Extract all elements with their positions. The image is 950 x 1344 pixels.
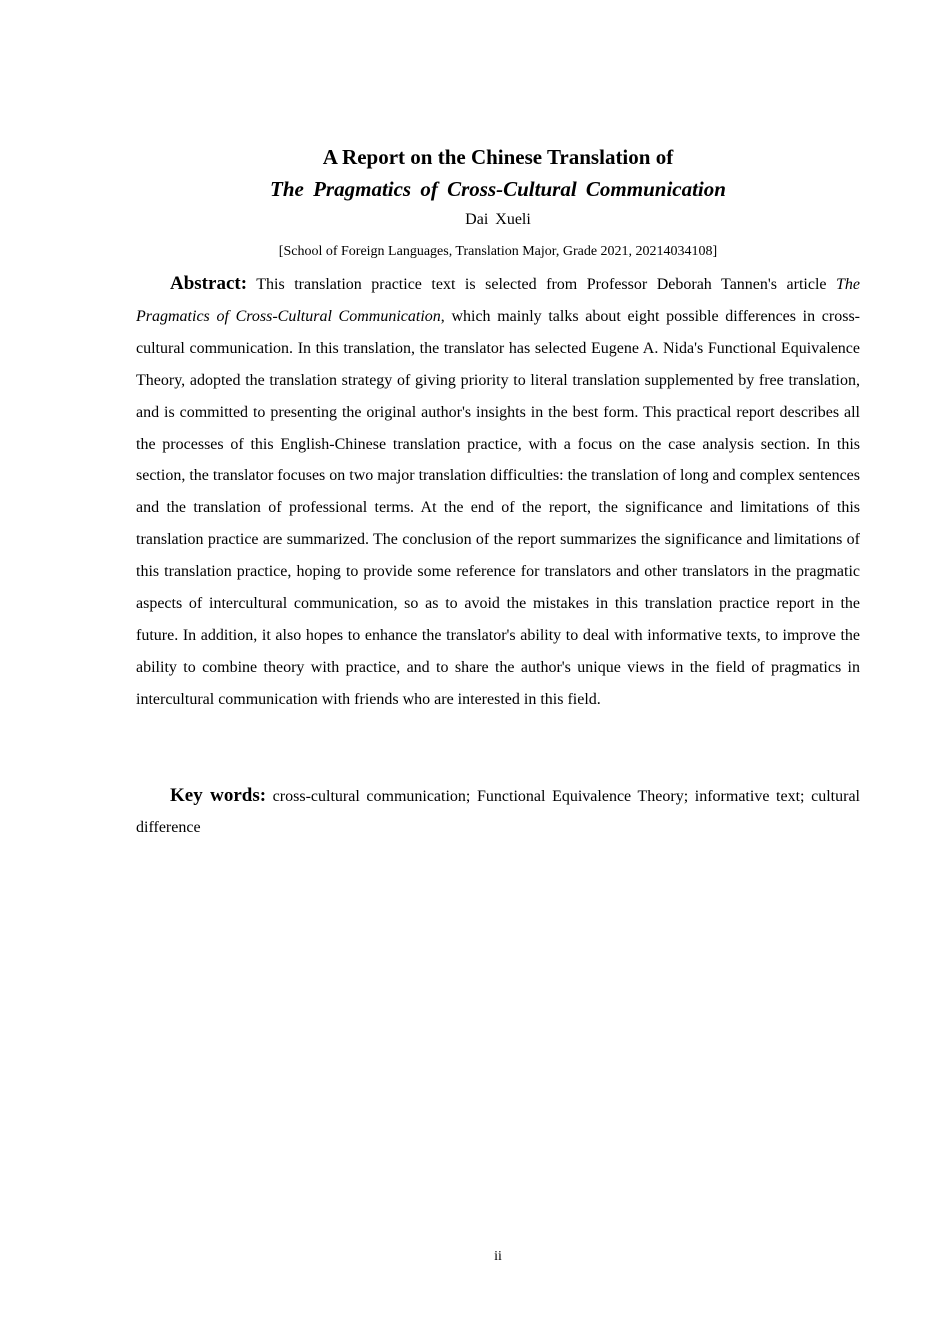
keywords-paragraph <box>136 780 860 843</box>
abstract-text-after: , which mainly talks about eight possible differences in cross-cultural communication. In this translation, the translator has selected Eugene A. Nida's Functional Equivalence Theory, adopted the translation strategy of giving priority to literal translation supplemented by free translation, and is committed to presenting the original author's insights in the best form. This practical report describes all the processes of this English-Chinese translation practice, with a focus on the case analysis section. In this section, the translator focuses on two major translation difficulties: the translation of long and complex sentences and the translation of professional terms. At the end of the report, the significance and limitations of this translation practice are summarized. The conclusion of the report summarizes the significance and limitations of this translation practice, hoping to provide some reference for translators and other translators in the pragmatic aspects of intercultural communication, so as to avoid the mistakes in this translation practice report in the future. In addition, it also hopes to enhance the translator's ability to deal with informative texts, to improve the ability to combine theory with practice, and to share the author's unique views in the field of pragmatics in intercultural communication with friends who are interested in this field. <box>136 307 860 708</box>
abstract-paragraph <box>136 268 860 716</box>
abstract-text-before: This translation practice text is selected from Professor Deborah Tannen's article <box>247 276 836 293</box>
abstract-label: Abstract: <box>170 273 248 294</box>
keywords-text: cross-cultural communication; Functional Equivalence Theory; informative text; cultural difference <box>136 788 860 836</box>
keywords-label: Key words: <box>170 785 267 806</box>
abstract-article-title: The Pragmatics of Cross-Cultural Communication <box>136 276 860 325</box>
page-number: ii <box>494 1249 502 1264</box>
author-name: Dai Xueli <box>465 211 531 228</box>
document-page <box>136 0 860 1344</box>
report-subtitle: The Pragmatics of Cross-Cultural Communication <box>270 177 726 201</box>
author-affiliation: [School of Foreign Languages, Translation Major, Grade 2021, 20214034108] <box>278 244 718 259</box>
report-title: A Report on the Chinese Translation of <box>322 145 674 169</box>
